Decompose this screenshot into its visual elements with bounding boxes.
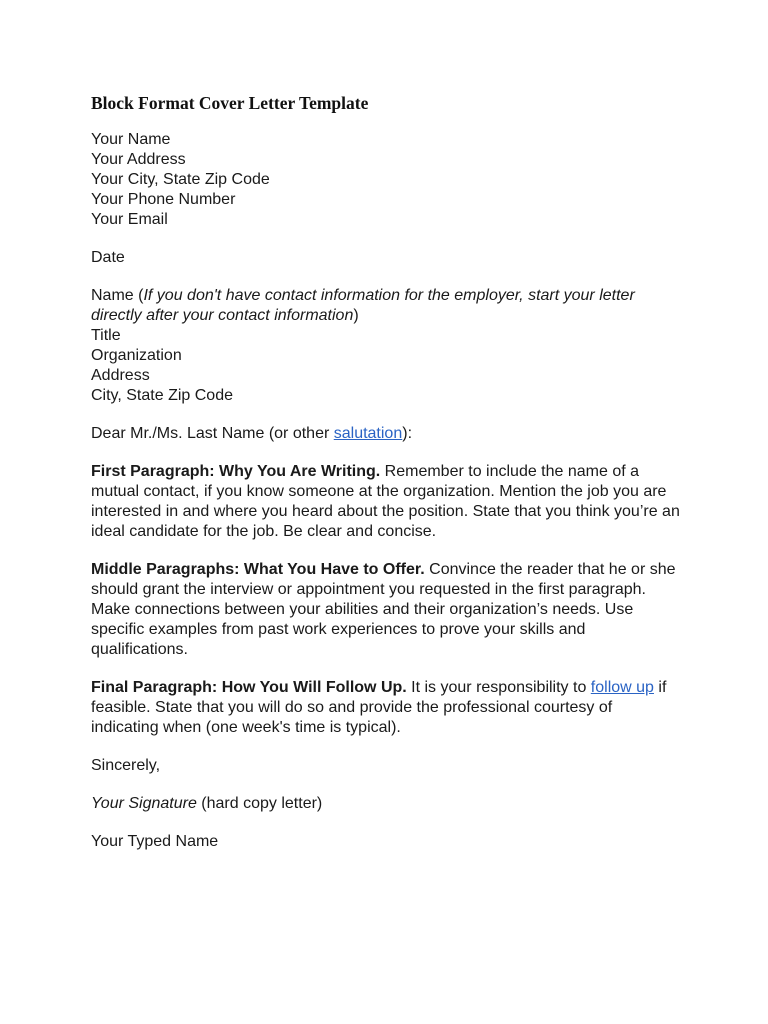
sender-block bbox=[91, 130, 681, 230]
sender-email: Your Email bbox=[91, 211, 168, 228]
final-paragraph-body-start: It is your responsibility to bbox=[406, 679, 591, 696]
first-paragraph bbox=[91, 462, 681, 542]
closing-line: Sincerely, bbox=[91, 757, 161, 774]
final-paragraph-heading: Final Paragraph: How You Will Follow Up. bbox=[91, 679, 407, 696]
first-paragraph-body: Remember to include the name of a mutual contact, if you know someone at the organization. Mention the job you are interested in and where you heard about the position. State that you think you’re an ideal candidate for the job. Be clear and concise. bbox=[91, 463, 680, 540]
recipient-block bbox=[91, 286, 681, 406]
recipient-name-paren-close: ) bbox=[353, 307, 359, 324]
typed-name: Your Typed Name bbox=[91, 833, 219, 850]
salutation-link[interactable]: salutation bbox=[333, 425, 403, 442]
salutation-line bbox=[91, 424, 681, 444]
recipient-city-state-zip: City, State Zip Code bbox=[91, 387, 233, 404]
final-paragraph bbox=[91, 678, 681, 738]
salutation-prefix: Dear Mr./Ms. Last Name (or other bbox=[91, 425, 334, 442]
recipient-address: Address bbox=[91, 367, 150, 384]
first-paragraph-heading: First Paragraph: Why You Are Writing. bbox=[91, 463, 381, 480]
recipient-name-line bbox=[91, 286, 681, 326]
sender-name: Your Name bbox=[91, 131, 171, 148]
recipient-title: Title bbox=[91, 327, 121, 344]
follow-up-link[interactable]: follow up bbox=[590, 679, 654, 696]
final-paragraph-body-end: if feasible. State that you will do so and provide the professional courtesy of indicating when (one week's time is typical). bbox=[91, 679, 667, 736]
salutation-suffix: ): bbox=[402, 425, 413, 442]
middle-paragraphs bbox=[91, 560, 681, 660]
sender-address: Your Address bbox=[91, 151, 186, 168]
recipient-name: Name bbox=[91, 287, 134, 304]
document-title: Block Format Cover Letter Template bbox=[91, 93, 369, 113]
signature-note: (hard copy letter) bbox=[196, 795, 323, 812]
middle-paragraphs-body: Convince the reader that he or she should grant the interview or appointment you requested in the first paragraph. Make connections between your abilities and their organization’s needs. Use specific examples from past work experiences to prove your skills and qualifications. bbox=[91, 561, 676, 658]
letter-page bbox=[91, 92, 681, 870]
sender-city-state-zip: Your City, State Zip Code bbox=[91, 171, 270, 188]
recipient-name-paren-open: ( bbox=[133, 287, 144, 304]
date-line: Date bbox=[91, 249, 125, 266]
recipient-name-note: If you don't have contact information for the employer, start your letter directly after your contact information bbox=[91, 287, 635, 324]
recipient-organization: Organization bbox=[91, 347, 182, 364]
middle-paragraphs-heading: Middle Paragraphs: What You Have to Offer. bbox=[91, 561, 425, 578]
sender-phone: Your Phone Number bbox=[91, 191, 236, 208]
signature-label: Your Signature bbox=[91, 795, 197, 812]
signature-line bbox=[91, 794, 681, 814]
